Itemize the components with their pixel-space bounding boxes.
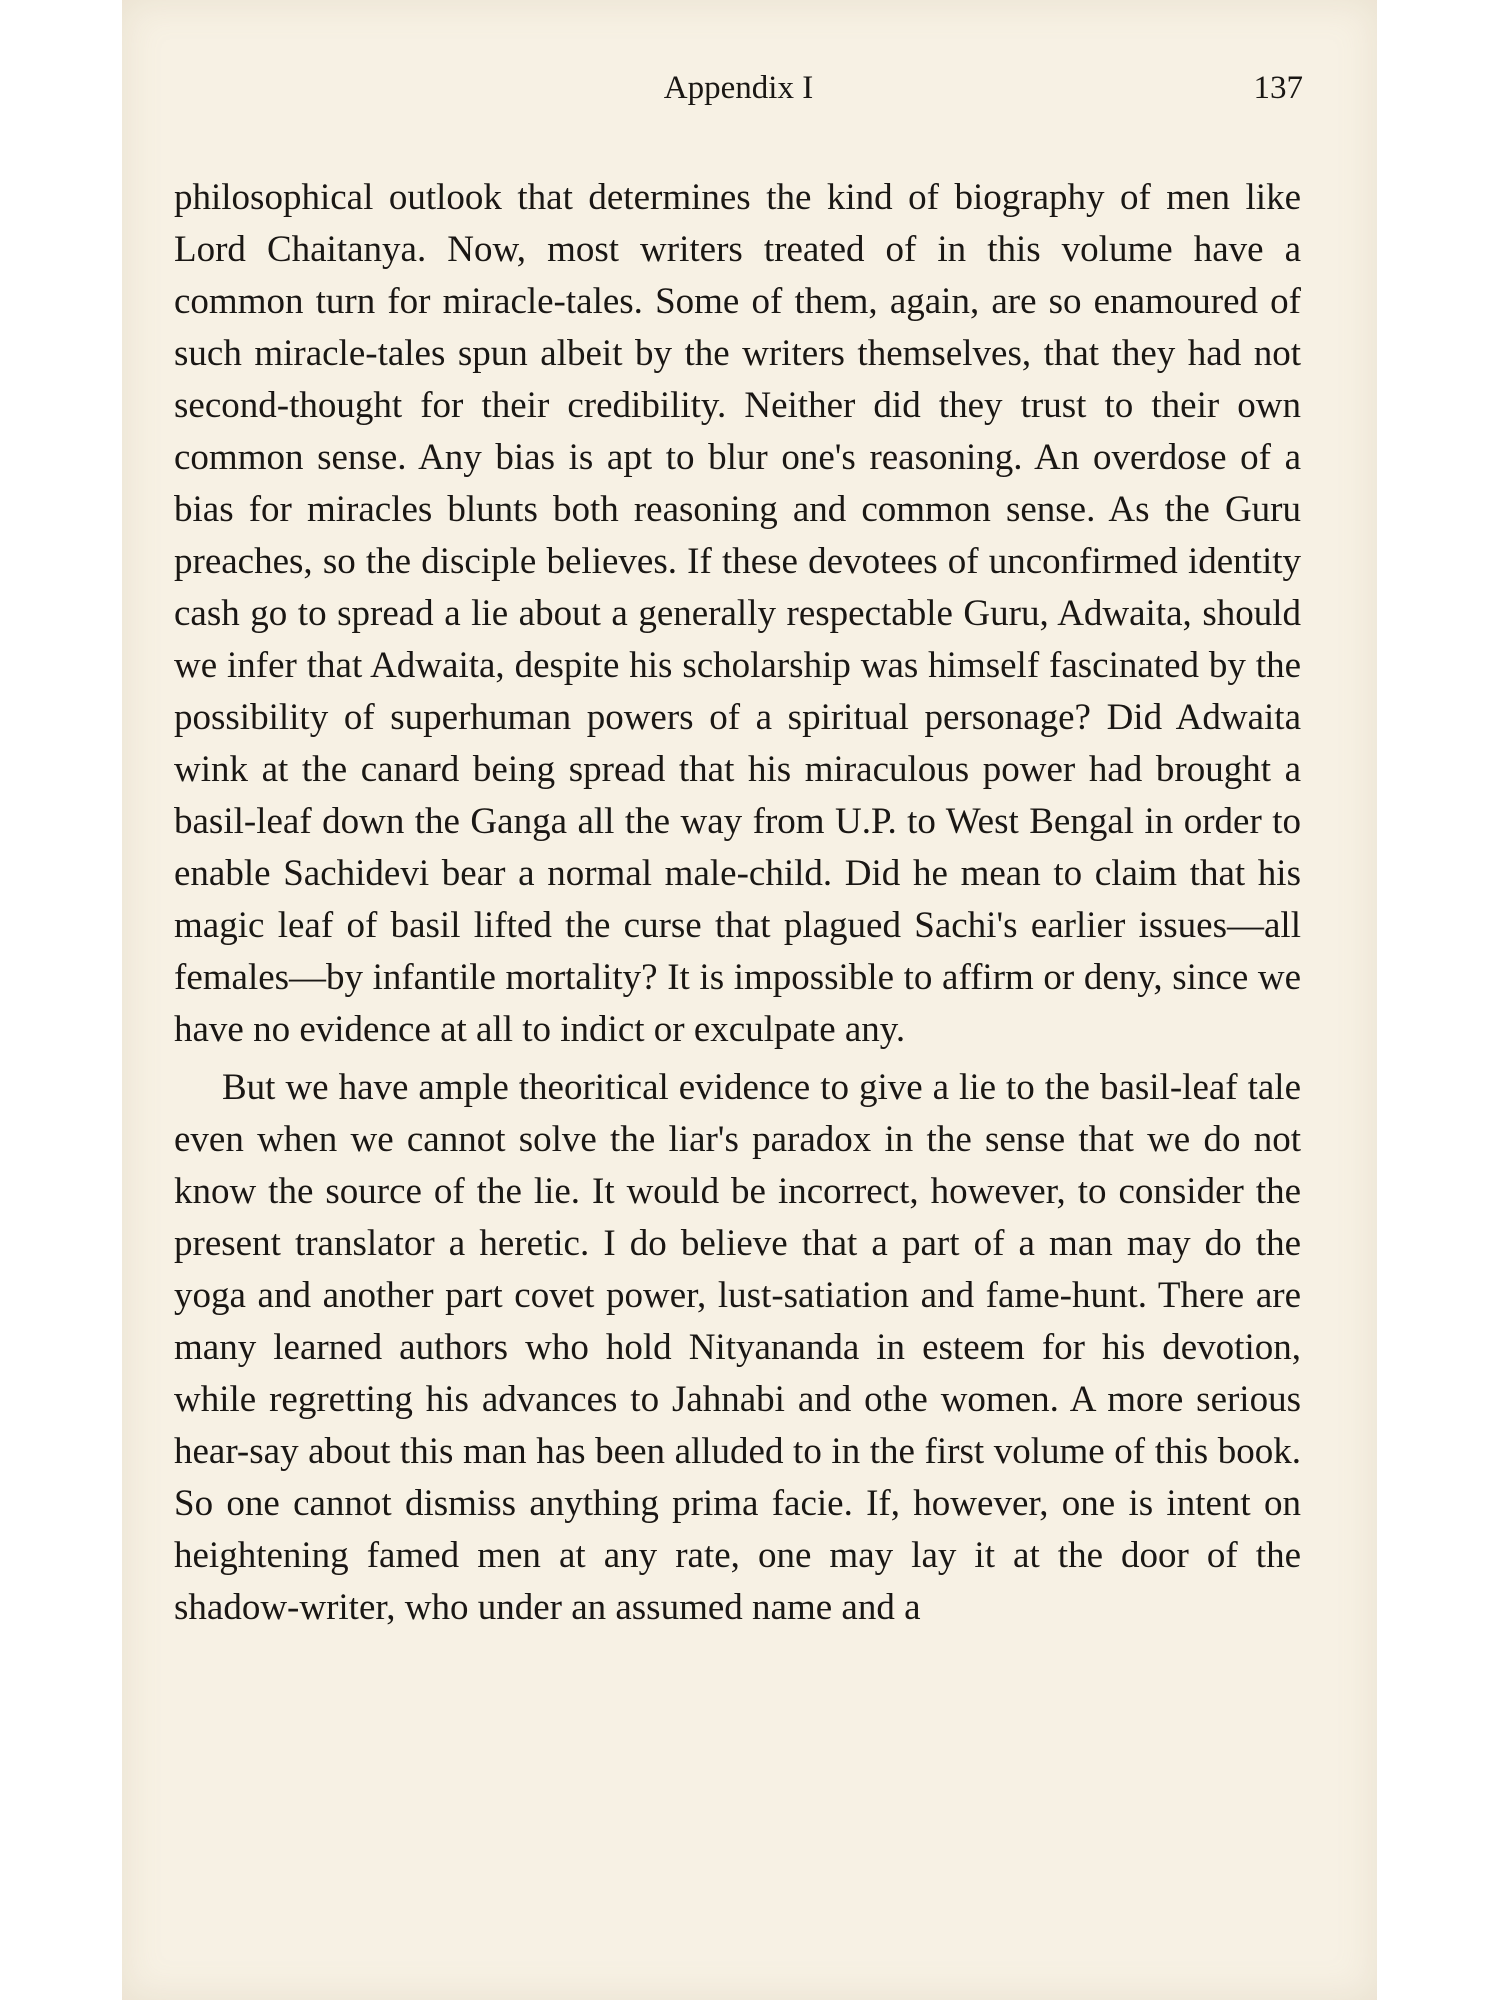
chapter-title: Appendix I: [663, 70, 814, 106]
paragraph: philosophical outlook that determines the kind of biography of men like Lord Chaitanya. Now, most writers treated of in this volume have a common turn for miracle-tales. Some of them, again, are so enamoured of such miracle-tales spun albeit by the writers themselves, that they had not second-thought for their credibility. Neither did they trust to their own common sense. Any bias is apt to blur one's reasoning. An overdose of a bias for miracles blunts both reasoning and common sense. As the Guru preaches, so the disciple believes. If these devotees of unconfirmed identity cash go to spread a lie about a generally respectable Guru, Adwaita, should we infer that Adwaita, despite his scholarship was himself fascinated by the possibility of superhuman powers of a spiritual personage? Did Adwaita wink at the canard being spread that his miraculous power had brought a basil-leaf down the Ganga all the way from U.P. to West Bengal in order to enable Sachidevi bear a normal male-child. Did he mean to claim that his magic leaf of basil lifted the curse that plagued Sachi's earlier issues—all females—by infantile mortality? It is impossible to affirm or deny, since we have no evidence at all to indict or exculpate any.: [174, 177, 1301, 1050]
book-page: [122, 0, 1377, 2000]
paragraph: But we have ample theoritical evidence to give a lie to the basil-leaf tale even when we cannot solve the liar's paradox in the sense that we do not know the source of the lie. It would be incorrect, however, to consider the present translator a heretic. I do believe that a part of a man may do the yoga and another part covet power, lust-satiation and fame-hunt. There are many learned authors who hold Nityananda in esteem for his devotion, while regretting his advances to Jahnabi and othe women. A more serious hear-say about this man has been alluded to in the first volume of this book. So one cannot dismiss anything prima facie. If, however, one is intent on heightening famed men at any rate, one may lay it at the door of the shadow-writer, who under an assumed name and a: [174, 1067, 1301, 1628]
body-text: [174, 172, 1301, 1634]
page-number: 137: [1253, 70, 1303, 106]
running-head: [174, 66, 1303, 110]
